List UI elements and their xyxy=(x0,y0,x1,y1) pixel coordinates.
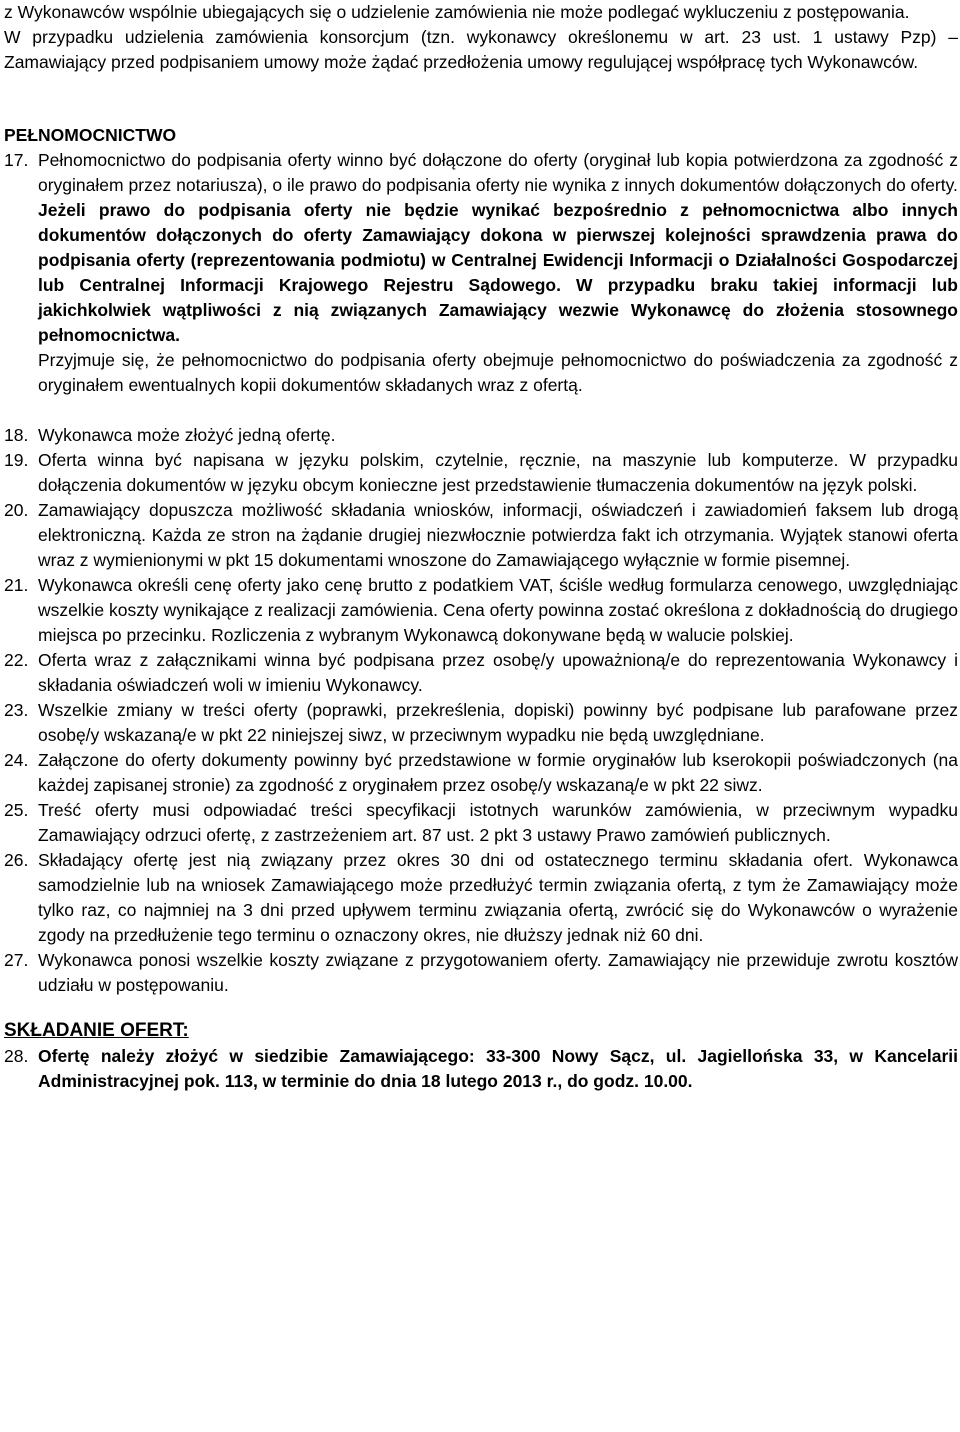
intro-paragraph-1: z Wykonawców wspólnie ubiegających się o udzielenie zamówienia nie może podlegać wykluczeniu z postępowania. xyxy=(4,2,910,22)
items-list xyxy=(4,423,958,998)
list-item xyxy=(4,948,958,998)
list-item xyxy=(4,698,958,748)
item-number: 28. xyxy=(4,1046,29,1066)
list-item xyxy=(4,648,958,698)
list-item xyxy=(4,498,958,573)
item-text: Składający ofertę jest nią związany przez okres 30 dni od ostatecznego terminu składania ofert. Wykonawca samodzielnie lub na wniosek Zamawiającego może przedłużyć termin związania ofertą, z tym że Zamawiający może tylko raz, co najmniej na 3 dni przed upływem terminu związania ofertą, zwrócić się do Wykonawców o wyrażenie zgody na przedłużenie tego terminu o oznaczony okres, nie dłuższy jednak niż 60 dni. xyxy=(38,850,958,945)
item-number: 27. xyxy=(4,950,29,970)
item-text: Wszelkie zmiany w treści oferty (poprawki, przekreślenia, dopiski) powinny być podpisane lub parafowane przez osobę/y wskazaną/e w pkt 22 niniejszej siwz, w przeciwnym wypadku nie będą uwzględniane. xyxy=(38,700,958,745)
item-text: Oferta wraz z załącznikami winna być podpisana przez osobę/y upoważnioną/e do reprezentowania Wykonawcy i składania oświadczeń woli w imieniu Wykonawcy. xyxy=(38,650,958,695)
section-heading-power: PEŁNOMOCNICTWO xyxy=(4,125,177,145)
item-number: 23. xyxy=(4,700,29,720)
item-text: Wykonawca ponosi wszelkie koszty związane z przygotowaniem oferty. Zamawiający nie przewiduje zwrotu kosztów udziału w postępowaniu. xyxy=(38,950,958,995)
item-number: 22. xyxy=(4,650,29,670)
item-text: Treść oferty musi odpowiadać treści specyfikacji istotnych warunków zamówienia, w przeciwnym wypadku Zamawiający odrzuci ofertę, z zastrzeżeniem art. 87 ust. 2 pkt 3 ustawy Prawo zamówień publicznych. xyxy=(38,800,958,845)
list-item xyxy=(4,573,958,648)
item-number: 21. xyxy=(4,575,29,595)
item-number: 26. xyxy=(4,850,29,870)
item-17-after-paragraph: Przyjmuje się, że pełnomocnictwo do podpisania oferty obejmuje pełnomocnictwo do poświadczenia za zgodność z oryginałem ewentualnych kopii dokumentów składanych wraz z ofertą. xyxy=(38,350,958,395)
item-text: Ofertę należy złożyć w siedzibie Zamawiającego: 33-300 Nowy Sącz, ul. Jagiellońska 33, w Kancelarii Administracyjnej pok. 113, w terminie do dnia 18 lutego 2013 r., do godz. 10.00. xyxy=(38,1046,958,1091)
spacer xyxy=(4,398,958,423)
section-heading-submit: SKŁADANIE OFERT: xyxy=(4,1020,189,1041)
item-17-bold-paragraph: Jeżeli prawo do podpisania oferty nie będzie wynikać bezpośrednio z pełnomocnictwa albo innych dokumentów dołączonych do oferty Zamawiający dokona w pierwszej kolejności sprawdzenia prawa do podpisania oferty (reprezentowania podmiotu) w Centralnej Ewidencji Informacji o Działalności Gospodarczej lub Centralnej Informacji Krajowego Rejestru Sądowego. W przypadku braku takiej informacji lub jakichkolwiek wątpliwości z nią związanych Zamawiający wezwie Wykonawcę do złożenia stosownego pełnomocnictwa. xyxy=(38,200,958,345)
item-text: Wykonawca określi cenę oferty jako cenę brutto z podatkiem VAT, ściśle według formularza cenowego, uwzględniając wszelkie koszty wynikające z realizacji zamówienia. Cena oferty powinna zostać określona z dokładnością do drugiego miejsca po przecinku. Rozliczenia z wybranym Wykonawcą dokonywane będą w walucie polskiej. xyxy=(38,575,958,645)
item-17 xyxy=(4,148,958,398)
item-text: Oferta winna być napisana w języku polskim, czytelnie, ręcznie, na maszynie lub komputerze. W przypadku dołączenia dokumentów w języku obcym konieczne jest przedstawienie tłumaczenia dokumentów na język polski. xyxy=(38,450,958,495)
item-number: 18. xyxy=(4,425,29,445)
list-item xyxy=(4,423,958,448)
item-number: 24. xyxy=(4,750,29,770)
list-item xyxy=(4,448,958,498)
intro-paragraph-2: W przypadku udzielenia zamówienia konsorcjum (tzn. wykonawcy określonemu w art. 23 ust. 1 ustawy Pzp) – Zamawiający przed podpisaniem umowy może żądać przedłożenia umowy regulującej współpracę tych Wykonawców. xyxy=(4,27,958,72)
document-page xyxy=(4,0,958,1094)
list-item xyxy=(4,748,958,798)
list-item xyxy=(4,848,958,948)
item-number: 25. xyxy=(4,800,29,820)
item-number: 19. xyxy=(4,450,29,470)
item-text: Załączone do oferty dokumenty powinny być przedstawione w formie oryginałów lub kserokopii poświadczonych (na każdej zapisanej stronie) za zgodność z oryginałem przez osobę/y wskazaną/e w pkt 22 siwz. xyxy=(38,750,958,795)
submit-list xyxy=(4,1044,958,1094)
item-text: Wykonawca może złożyć jedną ofertę. xyxy=(38,425,336,445)
item-number: 17. xyxy=(4,150,29,170)
item-text: Zamawiający dopuszcza możliwość składania wniosków, informacji, oświadczeń i zawiadomień faksem lub drogą elektroniczną. Każda ze stron na żądanie drugiej niezwłocznie potwierdza fakt ich otrzymania. Wyjątek stanowi oferta wraz z wymienionymi w pkt 15 dokumentami wnoszone do Zamawiającego wyłącznie w formie pisemnej. xyxy=(38,500,958,570)
item-number: 20. xyxy=(4,500,29,520)
list-item xyxy=(4,798,958,848)
item-text: Pełnomocnictwo do podpisania oferty winno być dołączone do oferty (oryginał lub kopia potwierdzona za zgodność z oryginałem przez notariusza), o ile prawo do podpisania oferty nie wynika z innych dokumentów dołączonych do oferty. xyxy=(38,150,958,195)
list-item xyxy=(4,1044,958,1094)
